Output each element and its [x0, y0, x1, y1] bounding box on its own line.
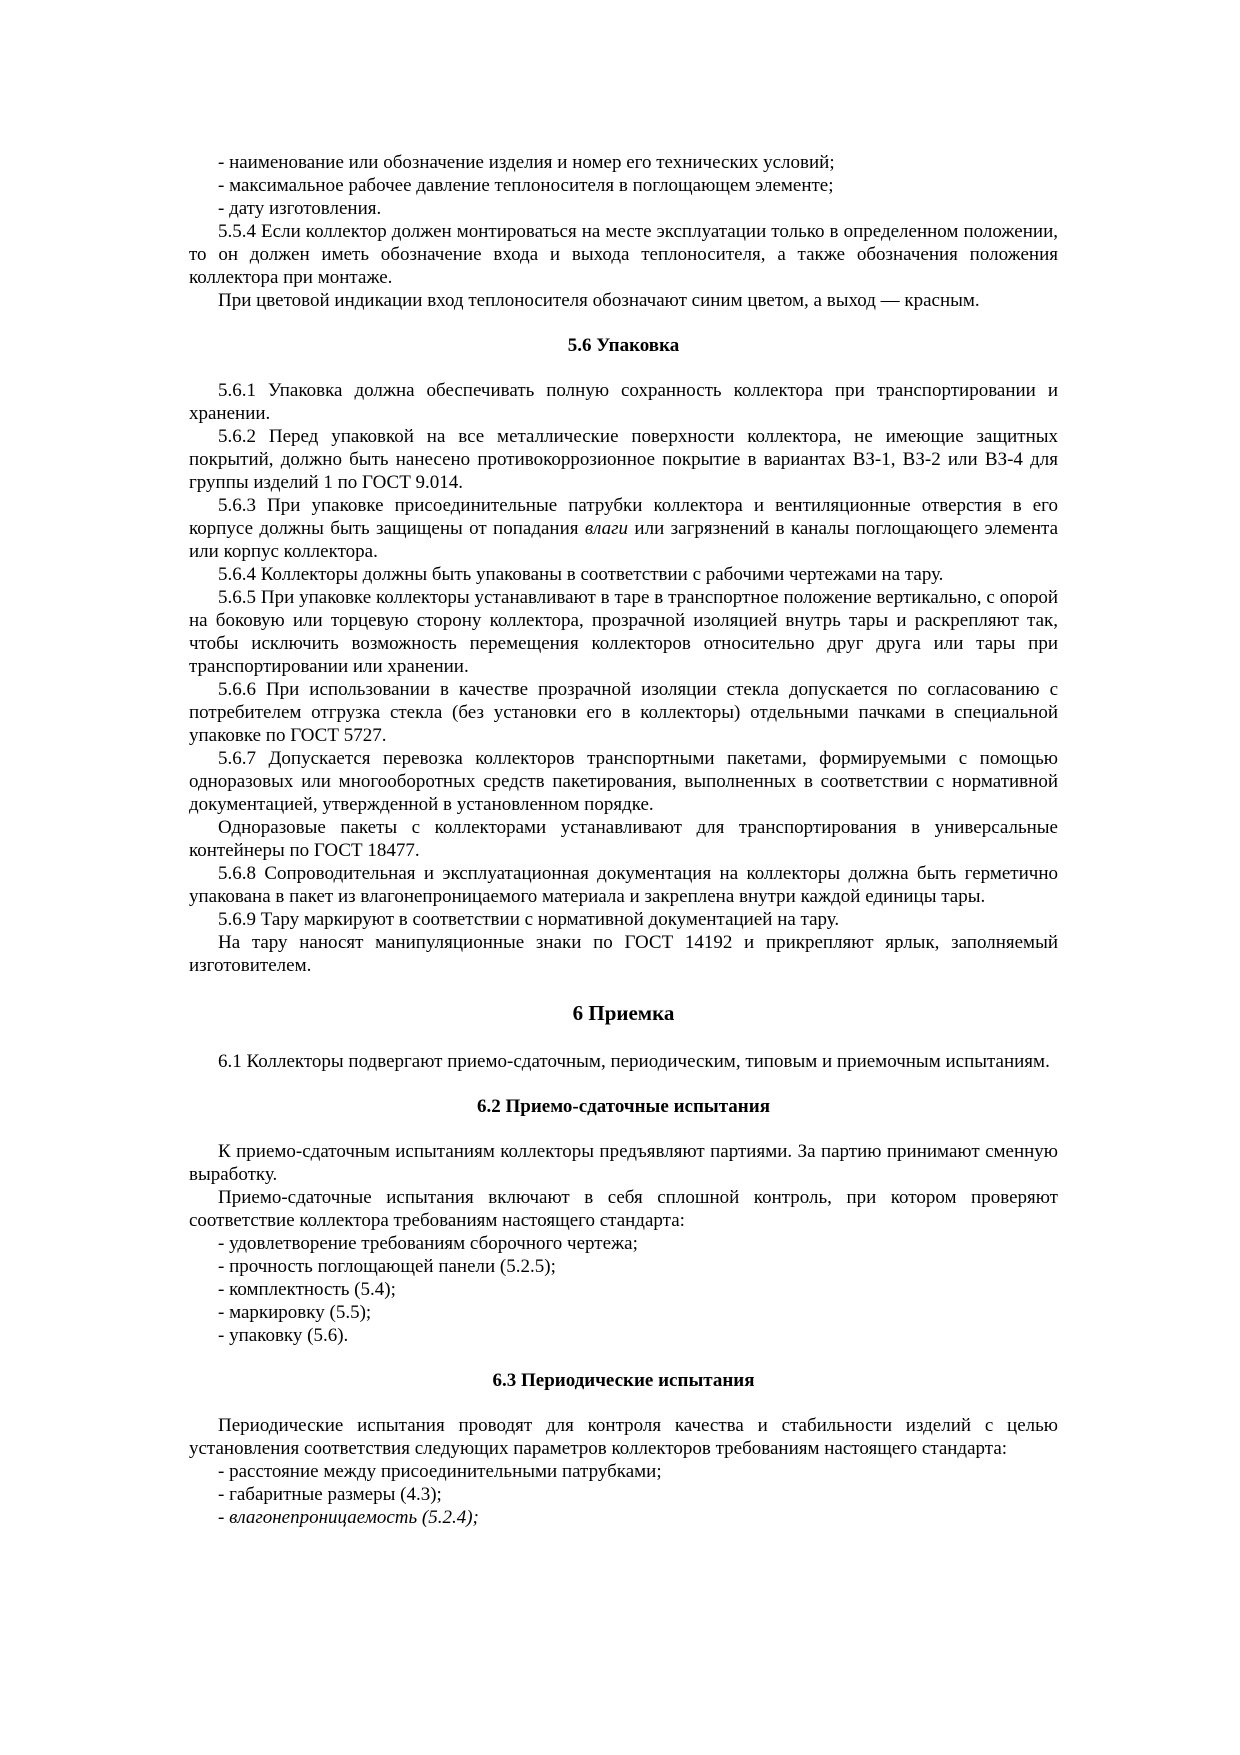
paragraph-5-6-8: 5.6.8 Сопроводительная и эксплуатационная документация на коллекторы должна быть герметично упакована в пакет из влагонепроницаемого материала и закреплена внутри каждой единицы тары.	[189, 863, 1058, 907]
list-item: - наименование или обозначение изделия и номер его технических условий;	[218, 152, 835, 173]
heading-6-3: 6.3 Периодические испытания	[492, 1370, 755, 1391]
paragraph-color-indication: При цветовой индикации вход теплоносителя обозначают синим цветом, а выход — красным.	[218, 290, 980, 311]
paragraph-5-5-4: 5.5.4 Если коллектор должен монтироваться на месте эксплуатации только в определенном положении, то он должен иметь обозначение входа и выхода теплоносителя, а также обозначения положения коллектора при монтаже.	[189, 221, 1058, 288]
paragraph-5-6-1: 5.6.1 Упаковка должна обеспечивать полную сохранность коллектора при транспортировании и хранении.	[189, 380, 1058, 424]
list-item: - маркировку (5.5);	[218, 1302, 372, 1323]
document-page	[189, 151, 1058, 1529]
heading-5-6: 5.6 Упаковка	[567, 335, 680, 356]
list-item: - удовлетворение требованиям сборочного чертежа;	[218, 1233, 638, 1254]
paragraph-5-6-7-b: Одноразовые пакеты с коллекторами устанавливают для транспортирования в универсальные контейнеры по ГОСТ 18477.	[189, 817, 1058, 861]
paragraph-5-6-4: 5.6.4 Коллекторы должны быть упакованы в соответствии с рабочими чертежами на тару.	[218, 564, 944, 585]
paragraph-6-2-1: К приемо-сдаточным испытаниям коллекторы предъявляют партиями. За партию принимают сменную выработку.	[189, 1141, 1058, 1185]
paragraph-5-6-3-part1: 5.6.3 При упаковке присоединительные патрубки коллектора и вентиляционные отверстия в его корпусе должны быть защищены от попадания	[189, 495, 1058, 539]
paragraph-5-6-3-part2: или загрязнений в каналы поглощающего элемента или корпус коллектора.	[189, 518, 1059, 562]
paragraph-5-6-9: 5.6.9 Тару маркируют в соответствии с нормативной документацией на тару.	[218, 909, 840, 930]
paragraph-6-1: 6.1 Коллекторы подвергают приемо-сдаточным, периодическим, типовым и приемочным испытаниям.	[218, 1051, 1050, 1072]
list-item: - дату изготовления.	[218, 198, 382, 219]
paragraph-5-6-3	[189, 494, 1058, 563]
heading-6-2: 6.2 Приемо-сдаточные испытания	[477, 1096, 770, 1117]
list-item: - расстояние между присоединительными патрубками;	[218, 1461, 662, 1482]
list-item: - прочность поглощающей панели (5.2.5);	[218, 1256, 556, 1277]
list-item: - упаковку (5.6).	[218, 1325, 349, 1346]
paragraph-6-2-2: Приемо-сдаточные испытания включают в себя сплошной контроль, при котором проверяют соответствие коллектора требованиям настоящего стандарта:	[189, 1187, 1058, 1231]
paragraph-5-6-5: 5.6.5 При упаковке коллекторы устанавливают в таре в транспортное положение вертикально, с опорой на боковую или торцевую сторону коллектора, прозрачной изоляцией внутрь тары и раскрепляют так, чтобы исключить возможность перемещения коллекторов относительно друг друга или тары при транспортировании или хранении.	[189, 587, 1058, 677]
paragraph-6-3-1: Периодические испытания проводят для контроля качества и стабильности изделий с целью установления соответствия следующих параметров коллекторов требованиям настоящего стандарта:	[189, 1415, 1058, 1459]
paragraph-5-6-3-italic: влаги	[584, 518, 629, 539]
paragraph-5-6-9-b: На тару наносят манипуляционные знаки по ГОСТ 14192 и прикрепляют ярлык, заполняемый изготовителем.	[189, 932, 1058, 976]
heading-6: 6 Приемка	[572, 1001, 675, 1025]
paragraph-5-6-2: 5.6.2 Перед упаковкой на все металлические поверхности коллектора, не имеющие защитных покрытий, должно быть нанесено противокоррозионное покрытие в вариантах ВЗ-1, ВЗ-2 или ВЗ-4 для группы изделий 1 по ГОСТ 9.014.	[189, 426, 1058, 493]
paragraph-5-6-7: 5.6.7 Допускается перевозка коллекторов транспортными пакетами, формируемыми с помощью одноразовых или многооборотных средств пакетирования, выполненных в соответствии с нормативной документацией, утвержденной в установленном порядке.	[189, 748, 1058, 815]
list-item: - габаритные размеры (4.3);	[218, 1484, 442, 1505]
list-item: - комплектность (5.4);	[218, 1279, 396, 1300]
list-item: - максимальное рабочее давление теплоносителя в поглощающем элементе;	[218, 175, 834, 196]
list-item: - влагонепроницаемость (5.2.4);	[218, 1507, 479, 1528]
paragraph-5-6-6: 5.6.6 При использовании в качестве прозрачной изоляции стекла допускается по согласованию с потребителем отгрузка стекла (без установки его в коллекторы) отдельными пачками в специальной упаковке по ГОСТ 5727.	[189, 679, 1058, 746]
